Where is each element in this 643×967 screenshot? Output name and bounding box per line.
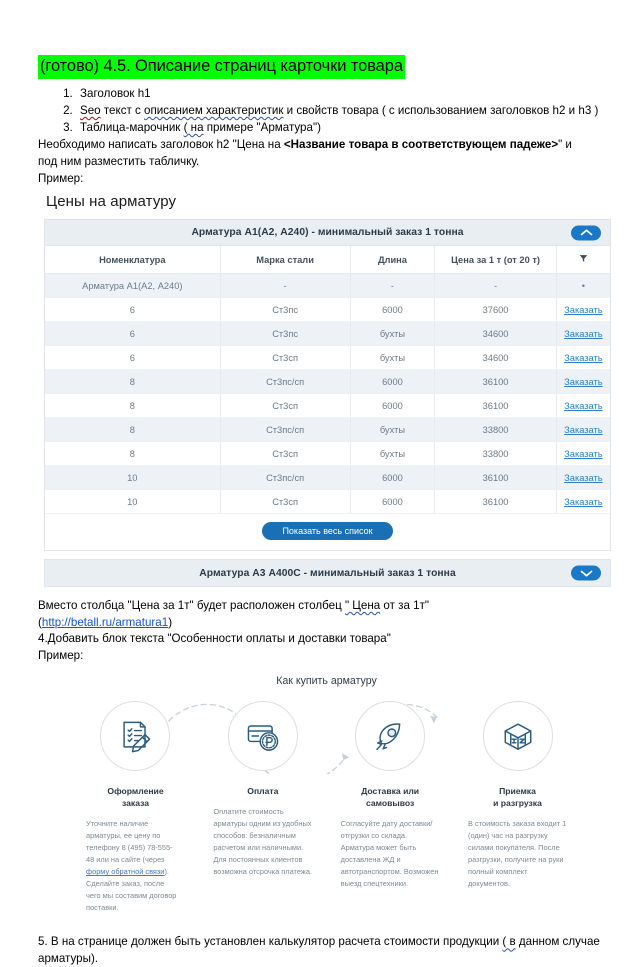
price-table [45, 246, 610, 514]
cell-price: 34600 [435, 322, 556, 346]
infographic-title: Как купить арматуру [276, 674, 377, 687]
cell-steel-grade: Ст3пс/сп [220, 466, 350, 490]
cell-price: 36100 [435, 370, 556, 394]
page-title [38, 55, 615, 86]
step-title: Оплата [247, 785, 279, 796]
step-circle-payment [228, 701, 298, 771]
column-replacement-note: Вместо столбца "Цена за 1т" будет расположен столбец " Цена от за 1т" [38, 599, 429, 613]
credit-card-ruble-coin-icon [243, 716, 283, 756]
second-price-table-card[interactable] [44, 559, 611, 587]
cell-action: • [556, 274, 610, 298]
final-note: 5. В на странице должен быть установлен калькулятор расчета стоимости продукции ( в данном случае арматуры). [38, 935, 600, 965]
second-price-table-banner [45, 560, 610, 586]
chevron-down-icon[interactable] [571, 566, 601, 581]
requirements-list [38, 86, 615, 136]
cell-length: - [350, 274, 435, 298]
second-price-table-banner-label: Арматура А3 А400С - минимальный заказ 1 тонна [199, 567, 456, 579]
step-circle-order [100, 701, 170, 771]
table-row [45, 418, 610, 442]
example-label: Пример: [38, 171, 84, 185]
cell-action [556, 322, 610, 346]
order-link[interactable]: Заказать [564, 424, 603, 435]
cell-nomenclature: 10 [45, 490, 220, 514]
step-column-acceptance [464, 785, 571, 915]
cell-length: 6000 [350, 370, 435, 394]
cell-length: 6000 [350, 466, 435, 490]
document-checklist-pen-icon [115, 716, 155, 756]
cell-action [556, 490, 610, 514]
column-header-filter[interactable] [556, 246, 610, 274]
table-header-row [45, 246, 610, 274]
order-link[interactable]: Заказать [564, 352, 603, 363]
cell-steel-grade: Ст3сп [220, 442, 350, 466]
reference-url-line: (http://betall.ru/armatura1) [38, 615, 173, 629]
cell-steel-grade: Ст3сп [220, 394, 350, 418]
table-row [45, 466, 610, 490]
cell-nomenclature: 8 [45, 370, 220, 394]
cell-steel-grade: Ст3пс [220, 322, 350, 346]
table-row [45, 346, 610, 370]
step-column-payment [209, 785, 316, 915]
list-item: 1. Заголовок h1 [76, 86, 615, 102]
show-all-container [45, 514, 610, 550]
infographic-steps-row [38, 701, 615, 773]
cell-action [556, 346, 610, 370]
list-item: 2. Seo текст с описанием характеристик и свойств товара ( с использованием заголовков h2 и h3 ) [76, 103, 615, 119]
cell-steel-grade: Ст3пс/сп [220, 370, 350, 394]
price-table-banner-label: Арматура А1(А2, А240) - минимальный заказ 1 тонна [191, 227, 464, 239]
order-link[interactable]: Заказать [564, 400, 603, 411]
cell-nomenclature: Арматура А1(А2, А240) [45, 274, 220, 298]
cell-nomenclature: 6 [45, 322, 220, 346]
table-row [45, 490, 610, 514]
feedback-form-link[interactable]: форму обратной связи [86, 867, 165, 877]
cell-length: бухты [350, 322, 435, 346]
cell-price: 33800 [435, 442, 556, 466]
show-all-button[interactable]: Показать весь список [262, 522, 392, 540]
cell-length: бухты [350, 442, 435, 466]
filter-icon[interactable] [579, 254, 588, 265]
infographic [38, 675, 615, 915]
cell-steel-grade: Ст3пс [220, 298, 350, 322]
column-header-steel-grade[interactable]: Марка стали [220, 246, 350, 274]
cell-steel-grade: Ст3сп [220, 346, 350, 370]
cell-nomenclature: 8 [45, 418, 220, 442]
cell-length: бухты [350, 418, 435, 442]
step-title: Приемка и разгрузка [493, 785, 542, 808]
cell-nomenclature: 8 [45, 442, 220, 466]
cell-steel-grade: Ст3сп [220, 490, 350, 514]
cell-nomenclature: 6 [45, 346, 220, 370]
cell-nomenclature: 10 [45, 466, 220, 490]
step-circle-acceptance [483, 701, 553, 771]
highlighted-title: (готово) 4.5. Описание страниц карточки товара [38, 55, 405, 79]
step-body: Оплатите стоимость арматуры одним из удобных способов: безналичным расчетом или наличными. Для постоянных клиентов возможна отсрочка платежа. [213, 806, 312, 876]
step-body: Согласуйте дату доставки/ отгрузки со склада. Арматура может быть доставлена ЖД и автотранспортом. Возможен выезд спецтехники. [340, 819, 439, 889]
cell-price: 36100 [435, 466, 556, 490]
order-link[interactable]: Заказать [564, 376, 603, 387]
column-header-length[interactable]: Длина [350, 246, 435, 274]
cell-length: 6000 [350, 298, 435, 322]
price-table-card [44, 219, 611, 551]
step-column-order [82, 785, 189, 915]
cell-nomenclature: 6 [45, 298, 220, 322]
add-text-block-note: 4.Добавить блок текста "Особенности оплаты и доставки товара" [38, 632, 391, 646]
price-table-banner [45, 220, 610, 246]
price-table-body [45, 274, 610, 514]
mid-text-block [38, 598, 615, 664]
chevron-up-icon[interactable] [571, 225, 601, 240]
cell-price: 37600 [435, 298, 556, 322]
cell-action [556, 418, 610, 442]
price-table-head [45, 246, 610, 274]
cell-steel-grade: Ст3пс/сп [220, 418, 350, 442]
step-column-delivery [337, 785, 444, 915]
instruction-paragraph: Необходимо написать заголовок h2 "Цена на <Название товара в соответствующем падеже>" и [38, 138, 572, 152]
list-item: 3. Таблица-марочник ( на примере "Арматура") [76, 120, 615, 136]
order-link[interactable]: Заказать [564, 472, 603, 483]
cell-length: 6000 [350, 394, 435, 418]
cell-price: 36100 [435, 394, 556, 418]
step-body: Уточните наличие арматуры, ее цену по телефону 8 (495) 78-555-48 или на сайте (через форму обратной связи). Сделайте заказ, после чего мы составим договор поставки. [86, 819, 177, 913]
infographic-labels-row [38, 785, 615, 915]
cell-action [556, 298, 610, 322]
column-header-price[interactable]: Цена за 1 т (от 20 т) [435, 246, 556, 274]
cell-length: бухты [350, 346, 435, 370]
cell-action [556, 370, 610, 394]
cell-nomenclature: 8 [45, 394, 220, 418]
reference-url-link[interactable]: http://betall.ru/armatura1 [41, 615, 169, 629]
table-row [45, 322, 610, 346]
step-title: Доставка или самовывоз [361, 785, 420, 808]
column-header-nomenclature[interactable]: Номенклатура [45, 246, 220, 274]
prices-heading: Цены на арматуру [46, 193, 177, 211]
order-link[interactable]: Заказать [564, 448, 603, 459]
table-row [45, 274, 610, 298]
step-body: В стоимость заказа входит 1 (один) час на разгрузку силами покупателя. После разгрузки, получите на руки полный комплект документов. [467, 819, 567, 889]
cell-price: 33800 [435, 418, 556, 442]
cell-price: 36100 [435, 490, 556, 514]
table-row [45, 370, 610, 394]
order-link[interactable]: Заказать [564, 328, 603, 339]
cell-length: 6000 [350, 490, 435, 514]
order-link[interactable]: Заказать [564, 304, 603, 315]
table-row [45, 394, 610, 418]
cell-action [556, 466, 610, 490]
step-circle-delivery [355, 701, 425, 771]
open-box-icon [498, 716, 538, 756]
table-row [45, 298, 610, 322]
cell-price: 34600 [435, 346, 556, 370]
rocket-icon [370, 716, 410, 756]
instruction-emphasis: <Название товара в соответствующем падеже> [283, 138, 559, 152]
table-row [45, 442, 610, 466]
step-title: Оформление заказа [107, 785, 164, 808]
example-label-2: Пример: [38, 648, 84, 662]
instruction-paragraph-line2: под ним разместить табличку. [38, 155, 200, 169]
cell-price: - [435, 274, 556, 298]
cell-steel-grade: - [220, 274, 350, 298]
cell-action [556, 394, 610, 418]
cell-action [556, 442, 610, 466]
order-link[interactable]: Заказать [564, 496, 603, 507]
